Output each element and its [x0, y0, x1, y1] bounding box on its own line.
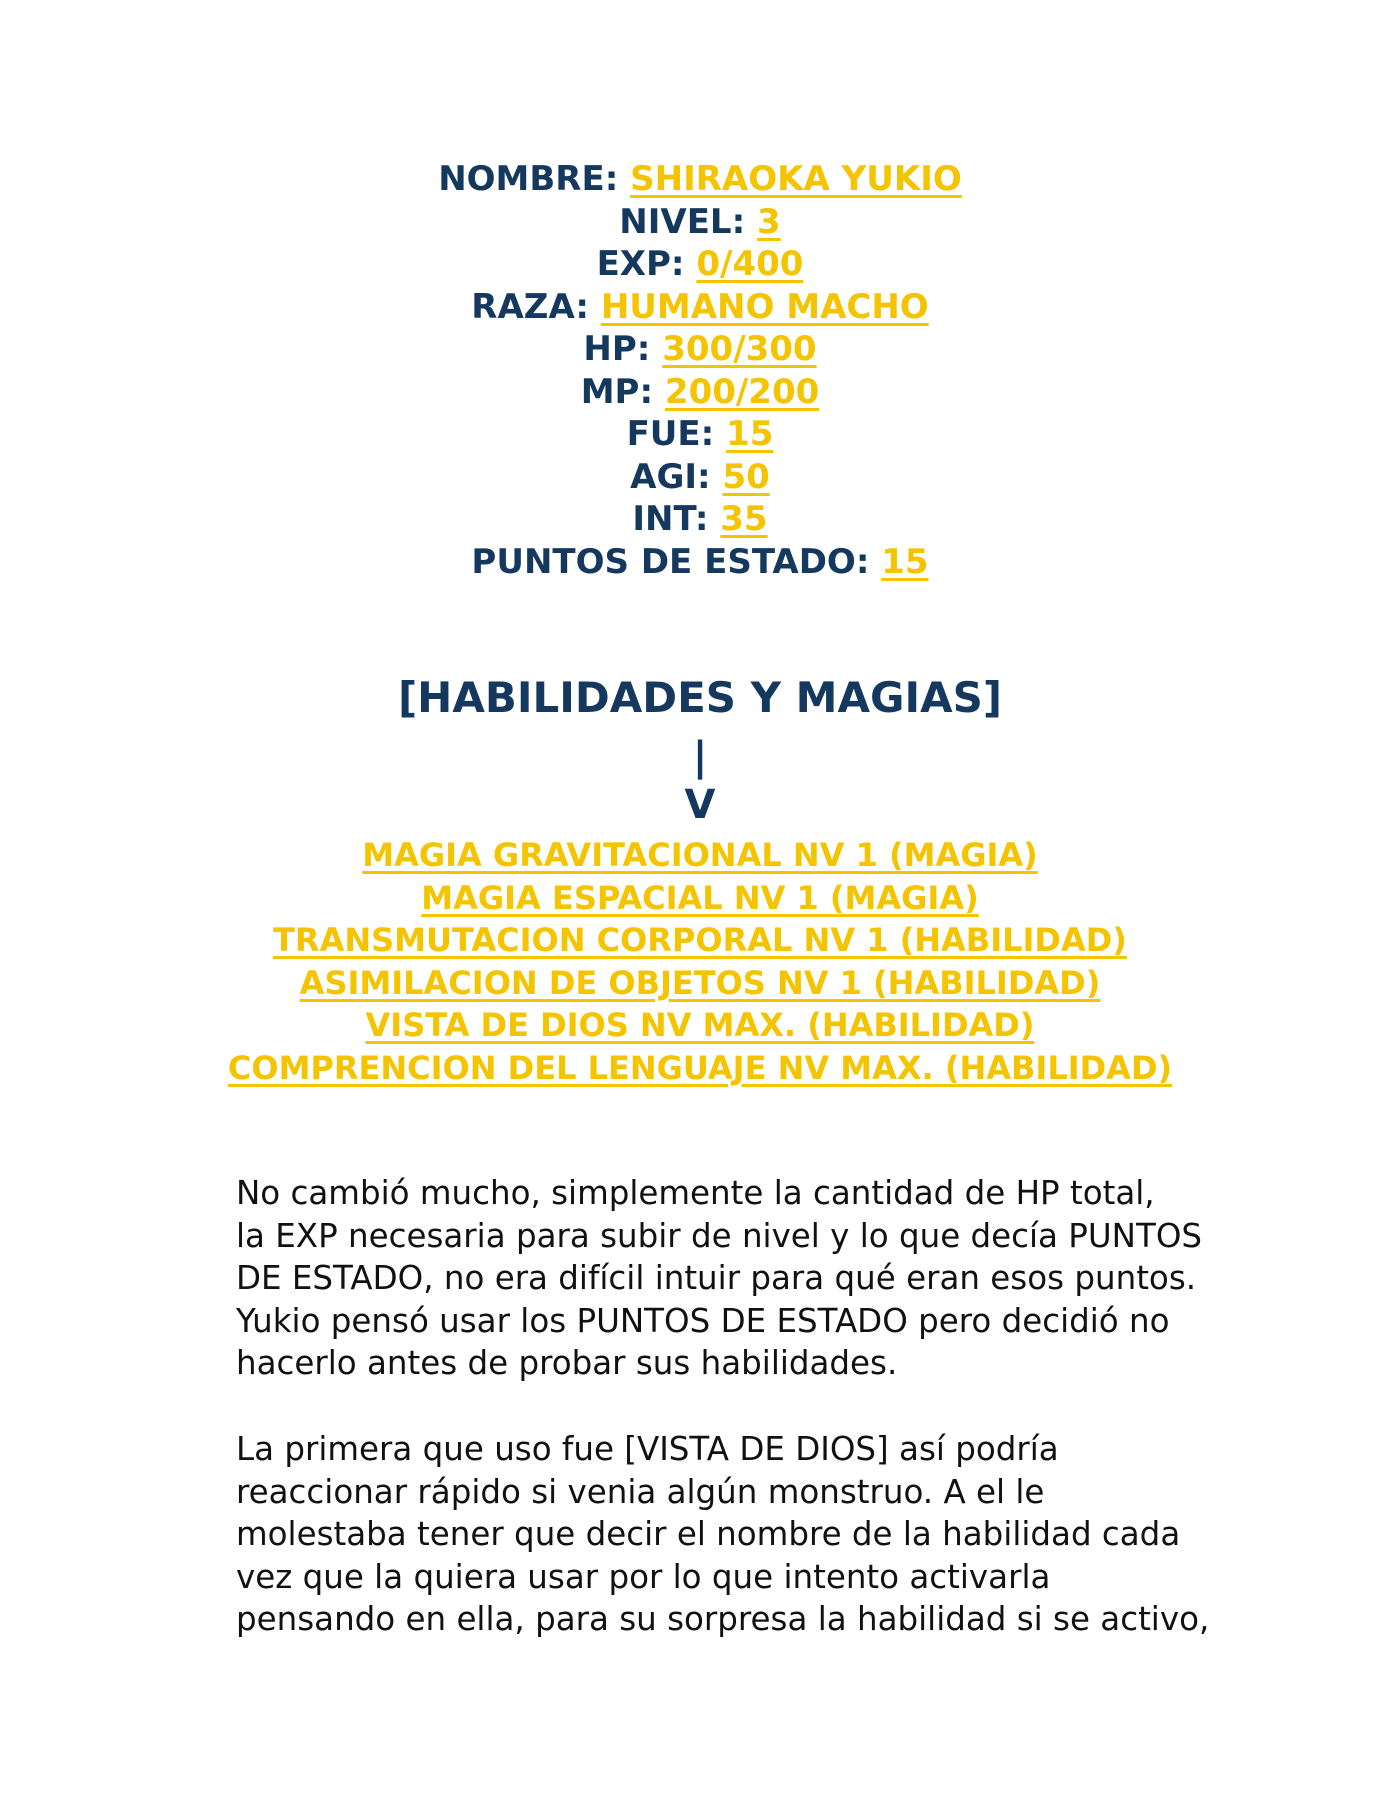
stat-row-nivel: [0, 201, 1400, 244]
paragraph-line: pensando en ella, para su sorpresa la habilidad si se activo,: [236, 1600, 1210, 1638]
paragraph-line: La primera que uso fue [VISTA DE DIOS] así podría: [236, 1430, 1059, 1468]
paragraph-line: hacerlo antes de probar sus habilidades.: [236, 1344, 898, 1382]
stat-label: NOMBRE:: [438, 159, 631, 199]
paragraph-line: DE ESTADO, no era difícil intuir para qué eran esos puntos.: [236, 1259, 1197, 1297]
stat-label: INT:: [632, 499, 721, 539]
stat-value: 200/200: [664, 371, 820, 412]
stat-row-raza: [0, 286, 1400, 329]
stat-value: 50: [722, 456, 770, 497]
stat-value: 35: [720, 499, 768, 539]
stat-label: HP:: [583, 329, 663, 369]
skill-item: TRANSMUTACION CORPORAL NV 1 (HABILIDAD): [273, 921, 1127, 959]
stat-row-int: [0, 498, 1400, 541]
stat-label: AGI:: [630, 456, 723, 497]
paragraph-line: molestaba tener que decir el nombre de la habilidad cada: [236, 1515, 1181, 1553]
stat-row-fue: [0, 413, 1400, 456]
paragraph-line: la EXP necesaria para subir de nivel y lo que decía PUNTOS: [236, 1216, 1203, 1255]
stat-label: PUNTOS DE ESTADO:: [471, 541, 882, 582]
status-window: [0, 158, 1400, 583]
skill-item: MAGIA GRAVITACIONAL NV 1 (MAGIA): [362, 836, 1038, 874]
paragraph-line: reaccionar rápido si venia algún monstruo. A el le: [236, 1472, 1045, 1511]
stat-row-puntos-de-estado: [0, 541, 1400, 584]
stat-label: MP:: [580, 371, 665, 412]
stat-row-hp: [0, 328, 1400, 371]
skills-list: [0, 834, 1400, 1089]
stat-value: 15: [881, 541, 929, 582]
stat-value: HUMANO MACHO: [600, 286, 929, 327]
stat-value: 3: [757, 201, 781, 242]
skill-item: COMPRENCION DEL LENGUAJE NV MAX. (HABILIDAD): [227, 1048, 1173, 1087]
paragraph-line: No cambió mucho, simplemente la cantidad de HP total,: [236, 1174, 1155, 1212]
skill-item: VISTA DE DIOS NV MAX. (HABILIDAD): [365, 1006, 1035, 1044]
skills-section-title: [HABILIDADES Y MAGIAS]: [397, 673, 1003, 722]
stat-value: 15: [726, 414, 774, 454]
stat-row-nombre: [0, 158, 1400, 201]
skill-item: ASIMILACION DE OBJETOS NV 1 (HABILIDAD): [299, 963, 1101, 1002]
stat-label: RAZA:: [471, 286, 601, 327]
stat-value: 0/400: [696, 244, 804, 284]
paragraph-line: vez que la quiera usar por lo que intento activarla: [236, 1557, 1051, 1596]
skill-item: MAGIA ESPACIAL NV 1 (MAGIA): [421, 878, 979, 917]
body-paragraph-2: [236, 1428, 1236, 1641]
stat-label: NIVEL:: [619, 201, 758, 242]
paragraph-line: Yukio pensó usar los PUNTOS DE ESTADO pero decidió no: [236, 1301, 1170, 1340]
stat-label: FUE:: [626, 414, 727, 454]
stat-row-exp: [0, 243, 1400, 286]
stat-value: SHIRAOKA YUKIO: [630, 159, 962, 199]
stat-row-agi: [0, 456, 1400, 499]
body-paragraph-1: [236, 1172, 1236, 1385]
arrow-bar: |: [692, 734, 708, 780]
stat-value: 300/300: [662, 329, 817, 369]
stat-label: EXP:: [596, 244, 697, 284]
stat-row-mp: [0, 371, 1400, 414]
arrow-head: V: [684, 782, 716, 828]
